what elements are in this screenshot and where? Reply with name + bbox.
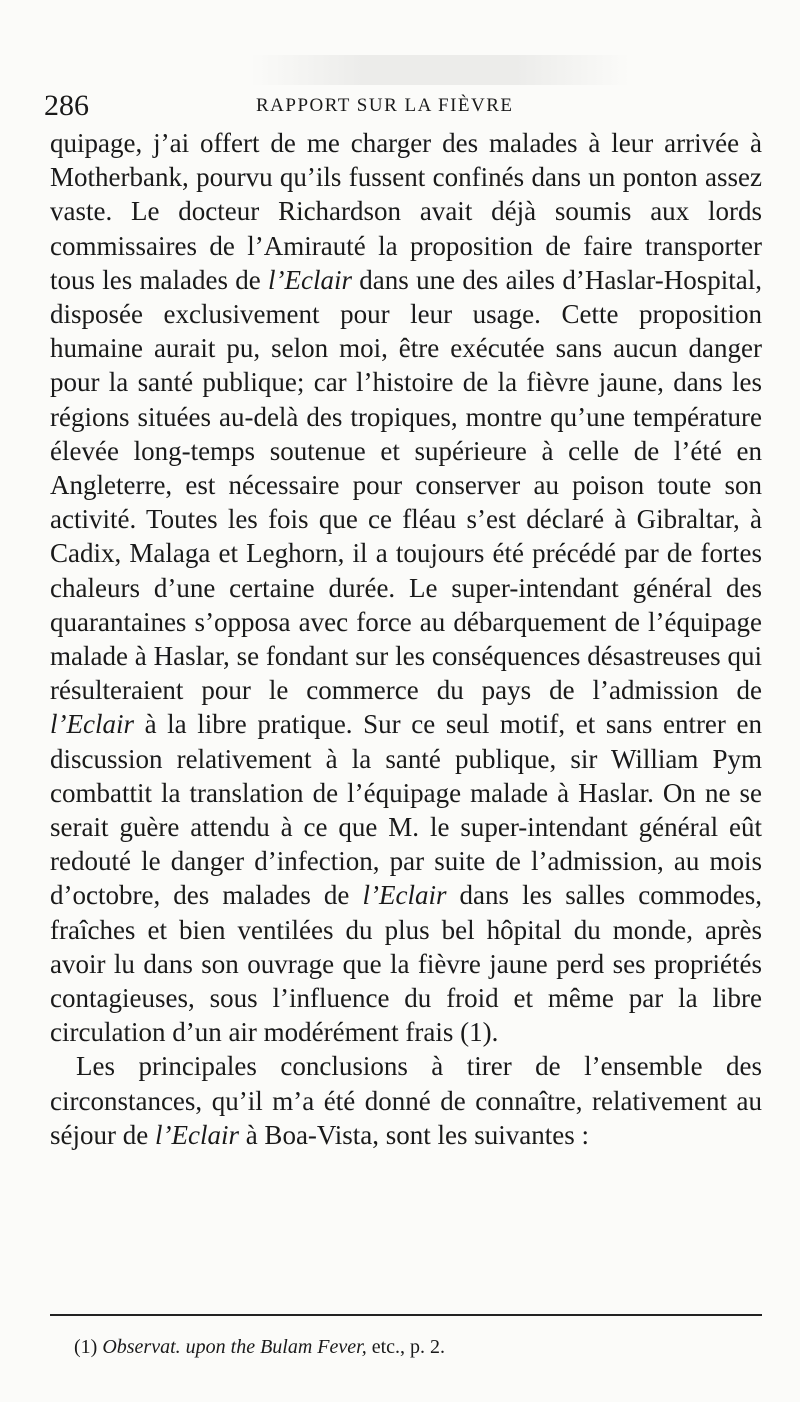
footnote-page-ref: etc., p. 2. bbox=[366, 1336, 446, 1358]
footnote bbox=[74, 1333, 754, 1361]
page-header bbox=[44, 88, 760, 124]
paragraph-1-part-b: dans une des ailes d’Haslar-Hospital, disposée exclusivement pour leur usage. Cette proposition humaine aurait pu, selon moi, être exécutée sans aucun danger pour la santé publique; car l’histoire de la fièvre jaune, dans les régions situées au-delà des tropiques, montre qu’une température élevée long-temps soutenue et supérieure à celle de l’été en Angleterre, est nécessaire pour conserver au poison toute son activité. Toutes les fois que ce fléau s’est déclaré à Gibraltar, à Cadix, Malaga et Leghorn, il a toujours été précédé par de fortes chaleurs d’une certaine durée. Le super-intendant général des quarantaines s’opposa avec force au débarquement de l’équipage malade à Haslar, se fondant sur les conséquences désastreuses qui résulteraient pour le commerce du pays de l’admission de bbox=[50, 264, 762, 706]
show-through-shadow bbox=[250, 55, 630, 85]
ship-name: l’Eclair bbox=[362, 880, 447, 911]
paragraph-1 bbox=[50, 126, 762, 1049]
paragraph-1-part-d: dans les salles commodes, fraîches et bien ventilées du plus bel hôpital du monde, après avoir lu dans son ouvrage que la fièvre jaune perd ses propriétés contagieuses, sous l’influence du froid et même par la libre circulation d’un air modérément frais (1). bbox=[50, 880, 763, 1048]
ship-name: l’Eclair bbox=[268, 264, 353, 295]
page-number: 286 bbox=[44, 89, 89, 122]
paragraph-2-part-b: à Boa-Vista, sont les suivantes : bbox=[238, 1119, 590, 1150]
paragraph-2-part-a: Les principales conclusions à tirer de l’ensemble des circonstances, qu’il m’a été donné de connaître, relativement au séjour de bbox=[50, 1051, 762, 1150]
footnote-marker: (1) bbox=[74, 1336, 98, 1358]
footnote-reference: Observat. upon the Bulam Fever, bbox=[102, 1336, 367, 1358]
footnote-rule bbox=[50, 1314, 762, 1316]
ship-name: l’Eclair bbox=[50, 709, 134, 740]
paragraph-1-part-a: quipage, j’ai offert de me charger des malades à leur arrivée à Motherbank, pourvu qu’ils fussent confinés dans un ponton assez vaste. Le docteur Richardson avait déjà soumis aux lords commissaires de l’Amirauté la proposition de faire transporter tous les malades de bbox=[50, 128, 762, 295]
ship-name: l’Eclair bbox=[154, 1119, 239, 1150]
body-text bbox=[50, 126, 762, 1152]
paragraph-2 bbox=[50, 1049, 762, 1152]
running-title: RAPPORT SUR LA FIÈVRE bbox=[256, 95, 514, 116]
paragraph-1-part-c: à la libre pratique. Sur ce seul motif, et sans entrer en discussion relativement à la santé publique, sir William Pym combattit la translation de l’équipage malade à Haslar. On ne se serait guère attendu à ce que M. le super-intendant général eût redouté le danger d’infection, par suite de l’admission, au mois d’octobre, des malades de bbox=[50, 709, 762, 911]
